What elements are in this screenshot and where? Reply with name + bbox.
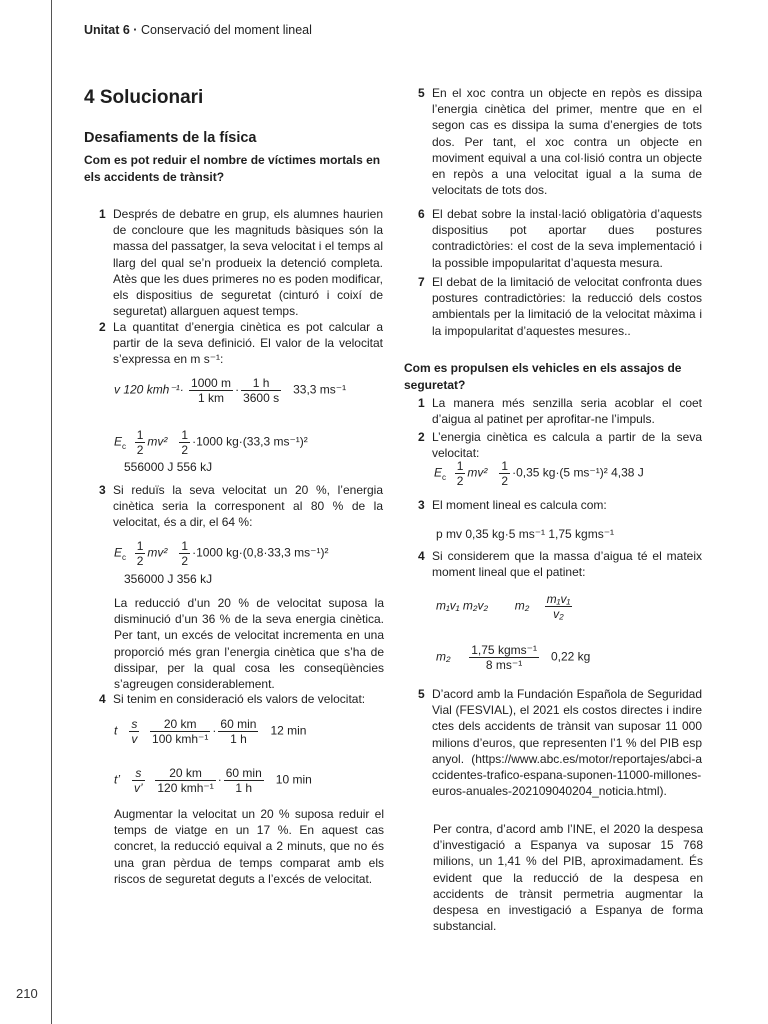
equation-momentum-balance: m₁v₁ m₂v₂ m₂ $\frac{\text{m₁v₁}}{\text{v₂}}$ bbox=[436, 592, 571, 621]
equation-velocity: v 120 kmh⁻¹· $\frac{1000 m}{1 km}$ · $\frac{1 h}{3600 s}$ 33,3 ms⁻¹ bbox=[114, 376, 347, 405]
question-heading-2: Com es propulsen els vehicles en els assajos de seguretat? bbox=[404, 361, 682, 392]
list-item: 1 Després de debatre en grup, els alumnes haurien de concloure que les magnituds bàsiques són la massa del passatger, la seva velocitat i el temps al llarg del qual se’n produeix la detenció completa. Atès que les dues primeres no es poden modificar, els dispositius de seguretat (cinturó i coixí de seguretat) allarguen aquest temps. bbox=[99, 207, 383, 319]
list-item: 2 La quantitat d’energia cinètica es pot calcular a partir de la seva definició. El valor de la velocitat s’expressa en m s⁻¹: bbox=[99, 320, 383, 367]
equation-kinetic-energy-reduced: $E_c$ $\frac{1}{2}$ mv² $\frac{1}{2}$ ·1000 kg·(0,8·33,3 ms⁻¹)² bbox=[114, 539, 329, 568]
margin-line bbox=[51, 0, 52, 1024]
equation-rocket-energy: $E_c$ $\frac{1}{2}$ mv² $\frac{1}{2}$ ·0,35 kg·(5 ms⁻¹)² 4,38 J bbox=[434, 459, 644, 488]
list-item: 6 El debat sobre la instal·lació obligatòria d’aquests dispositius pot aportar dues postures contradictòries: el cost de la seva implementació i la possible impopularitat d’aquesta mesura. bbox=[418, 207, 702, 270]
page-number: 210 bbox=[16, 986, 38, 1001]
question-heading-1: Com es pot reduir el nombre de víctimes mortals en els accidents de trànsit? bbox=[84, 153, 381, 184]
equation-kinetic-energy: $E_c$ $\frac{1}{2}$ mv² $\frac{1}{2}$ ·1000 kg·(33,3 ms⁻¹)² bbox=[114, 428, 308, 457]
equation-momentum: p mv 0,35 kg·5 ms⁻¹ 1,75 kgms⁻¹ bbox=[436, 527, 615, 541]
equation-result: 356000 J 356 kJ bbox=[124, 572, 213, 586]
paragraph: Per contra, d’acord amb l’INE, el 2020 la despesa d’investigació a Espanya va suposar 15 768 milions, un 1,41 % del PIB, aproximadament. És evident que la reducció de la despesa en accidents de trànsit permetria augmentar la despesa en investigació a Espanya de forma substancial. bbox=[433, 822, 703, 934]
unit-label: Unitat 6 · bbox=[84, 23, 138, 37]
list-item: 3 El moment lineal es calcula com: bbox=[418, 498, 607, 512]
list-item: 3 Si reduïs la seva velocitat un 20 %, l’energia cinètica seria la corresponent al 80 % de la velocitat, és a dir, el 64 %: bbox=[99, 483, 383, 530]
paragraph: Augmentar la velocitat un 20 % suposa reduir el temps de viatge en un 17 %. En aquest cas concret, la reducció equival a 2 minuts, que no és una gran pèrdua de temps comparat amb els riscos de seguretat deguts a l’excés de velocitat. bbox=[114, 807, 384, 886]
page-header bbox=[84, 23, 312, 37]
equation-time: t $\frac{s}{v}$ $\frac{20 km}{\text{100 kmh⁻¹}}$ · $\frac{60 \min}{1 h}$ 12 min bbox=[114, 717, 307, 746]
list-item: 1 La manera més senzilla seria acoblar el coet d’aigua al patinet per aprofitar-ne l’impuls. bbox=[418, 396, 702, 427]
paragraph: La reducció d’un 20 % de velocitat suposa la disminució d’un 36 % de la seva energia cinètica. Per tant, un excés de velocitat incrementa en una proporció més gran l’energia cinètica que s’ha de dissipar, per la qual cosa les conseqüències s’agreugen considerablement. bbox=[114, 596, 384, 692]
list-item: 5 En el xoc contra un objecte en repòs es dissipa l’energia cinètica del primer, mentre que en el segon cas es dissipa la suma d’energies de tots dos. Per tant, el xoc contra un objecte en moviment equival a una col·lisió contra un objecte en repòs a una velocitat igual a la suma de velocitats de tots dos. bbox=[418, 86, 702, 198]
list-item: 4 Si tenim en consideració els valors de velocitat: bbox=[99, 692, 366, 706]
equation-result: 556000 J 556 kJ bbox=[124, 460, 213, 474]
equation-water-mass: m₂ $\frac{\text{1,75 kgms⁻¹}}{\text{8 ms⁻¹}}$ 0,22 kg bbox=[436, 643, 591, 672]
list-item: 2 L’energia cinètica es calcula a partir de la seva velocitat: bbox=[418, 430, 702, 461]
unit-subtitle: Conservació del moment lineal bbox=[140, 23, 312, 37]
list-item: 4 Si considerem que la massa d’aigua té el mateix moment lineal que el patinet: bbox=[418, 549, 702, 580]
page-title: 4 Solucionari bbox=[84, 87, 204, 108]
list-item: 5 D’acord amb la Fundación Española de Seguridad Vial (FESVIAL), el 2021 els costos directes i indirectes dels accidents de trànsit van suposar 11 000 milions d’euros, que representen l’1 % del PIB espanyol. (https://www.abc.es/motor/reportajes/abci-accidentes-trafico-espana-suponen-11000-millones-euros-anuales-202109040204_noticia.html). bbox=[418, 687, 702, 799]
equation-time-increased: t’ $\frac{s}{v’}$ $\frac{20 km}{\text{120 kmh⁻¹}}$ · $\frac{60 \min}{1 h}$ 10 min bbox=[114, 766, 312, 795]
list-item: 7 El debat de la limitació de velocitat confronta dues postures contradictòries: la reducció dels costos ambientals per la limitació de la velocitat màxima i la impopularitat d’aquestes mesures.. bbox=[418, 275, 702, 338]
section-heading: Desafiaments de la física bbox=[84, 130, 257, 146]
